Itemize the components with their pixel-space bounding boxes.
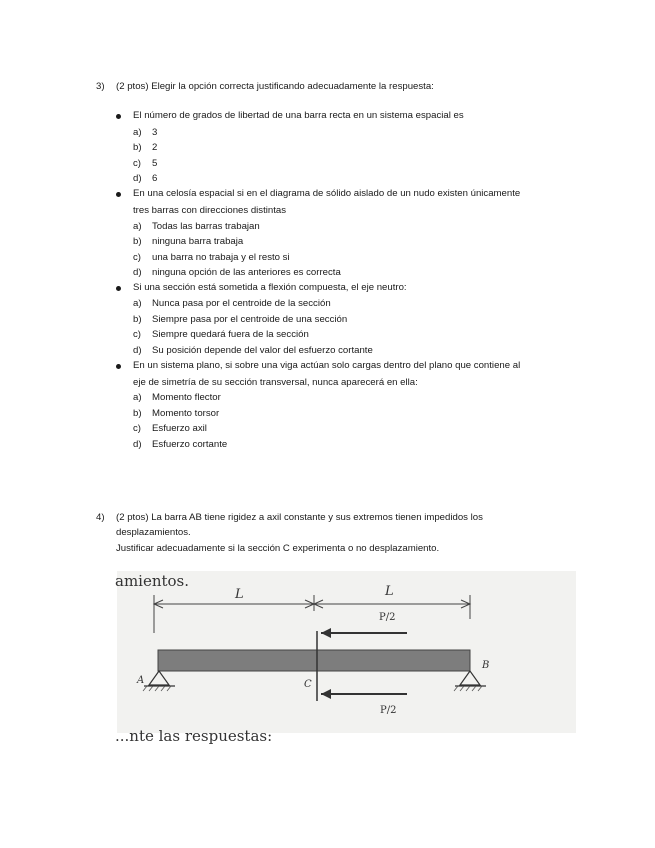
question-4-number: 4) [96,512,105,523]
support-b-icon [454,671,486,691]
beam-bar [158,650,470,671]
item-3-option-c: Siempre quedará fuera de la sección [152,329,309,340]
load-top-label: P/2 [379,612,396,623]
load-bottom-label: P/2 [380,705,397,716]
item-3-text: Si una sección está sometida a flexión compuesta, el eje neutro: [133,282,407,293]
question-4-line-2: desplazamientos. [116,527,191,538]
bullet-item-3 [116,286,121,291]
item-4-option-a-letter: a) [133,392,142,403]
item-2-option-a-letter: a) [133,221,142,232]
item-3-option-b-letter: b) [133,314,142,325]
item-2-text-line-2: tres barras con direcciones distintas [133,205,287,216]
item-3-option-a: Nunca pasa por el centroide de la sección [152,298,331,309]
item-3-option-c-letter: c) [133,329,141,340]
item-4-option-c: Esfuerzo axil [152,423,207,434]
item-1-option-c-letter: c) [133,158,141,169]
question-4-line-1: (2 ptos) La barra AB tiene rigidez a axil constante y sus extremos tienen impedidos los [116,512,483,523]
item-1-option-a-letter: a) [133,127,142,138]
dimension-left-label: L [235,587,244,602]
beam-diagram [115,571,576,745]
bullet-item-2 [116,192,121,197]
bullet-item-1 [116,114,121,119]
question-4-line-3: Justificar adecuadamente si la sección C experimenta o no desplazamiento. [116,543,440,554]
dimension-right-label: L [385,584,394,599]
item-4-option-a: Momento flector [152,392,221,403]
load-arrow-bottom [321,689,407,699]
figure-top-fragment: amientos. [115,572,190,590]
bullet-item-4 [116,364,121,369]
item-1-option-b-letter: b) [133,142,142,153]
question-3-header: (2 ptos) Elegir la opción correcta justificando adecuadamente la respuesta: [116,81,434,92]
item-4-text-line-1: En un sistema plano, si sobre una viga actúan solo cargas dentro del plano que contiene al [133,360,521,371]
label-c: C [304,679,312,690]
item-2-option-a: Todas las barras trabajan [152,221,260,232]
item-2-option-c-letter: c) [133,252,141,263]
label-b: B [482,660,490,671]
item-1-option-d: 6 [152,173,158,184]
item-3-option-a-letter: a) [133,298,142,309]
item-2-option-d: ninguna opción de las anteriores es correcta [152,267,341,278]
item-2-option-b: ninguna barra trabaja [152,236,244,247]
item-3-option-d: Su posición depende del valor del esfuerzo cortante [152,345,373,356]
load-arrow-top [321,628,407,638]
question-3-number: 3) [96,81,105,92]
item-3-option-b: Siempre pasa por el centroide de una sección [152,314,348,325]
item-2-option-c: una barra no trabaja y el resto si [152,252,290,263]
item-1-option-b: 2 [152,142,158,153]
figure-bottom-fragment: ...nte las respuestas: [115,727,273,745]
label-a: A [137,675,145,686]
item-1-text: El número de grados de libertad de una barra recta en un sistema espacial es [133,110,464,121]
item-4-text-line-2: eje de simetría de su sección transversal, nunca aparecerá en ella: [133,377,418,388]
item-3-option-d-letter: d) [133,345,142,356]
item-4-option-d-letter: d) [133,439,142,450]
item-2-option-b-letter: b) [133,236,142,247]
item-2-option-d-letter: d) [133,267,142,278]
item-4-option-d: Esfuerzo cortante [152,439,228,450]
item-4-option-b-letter: b) [133,408,142,419]
item-4-option-b: Momento torsor [152,408,220,419]
item-2-text-line-1: En una celosía espacial si en el diagrama de sólido aislado de un nudo existen únicamente [133,188,521,199]
item-1-option-d-letter: d) [133,173,142,184]
dimension-lines [154,595,470,633]
beam-figure [115,571,576,745]
item-4-option-c-letter: c) [133,423,141,434]
item-1-option-c: 5 [152,158,158,169]
item-1-option-a: 3 [152,127,158,138]
support-a-icon [143,671,175,691]
